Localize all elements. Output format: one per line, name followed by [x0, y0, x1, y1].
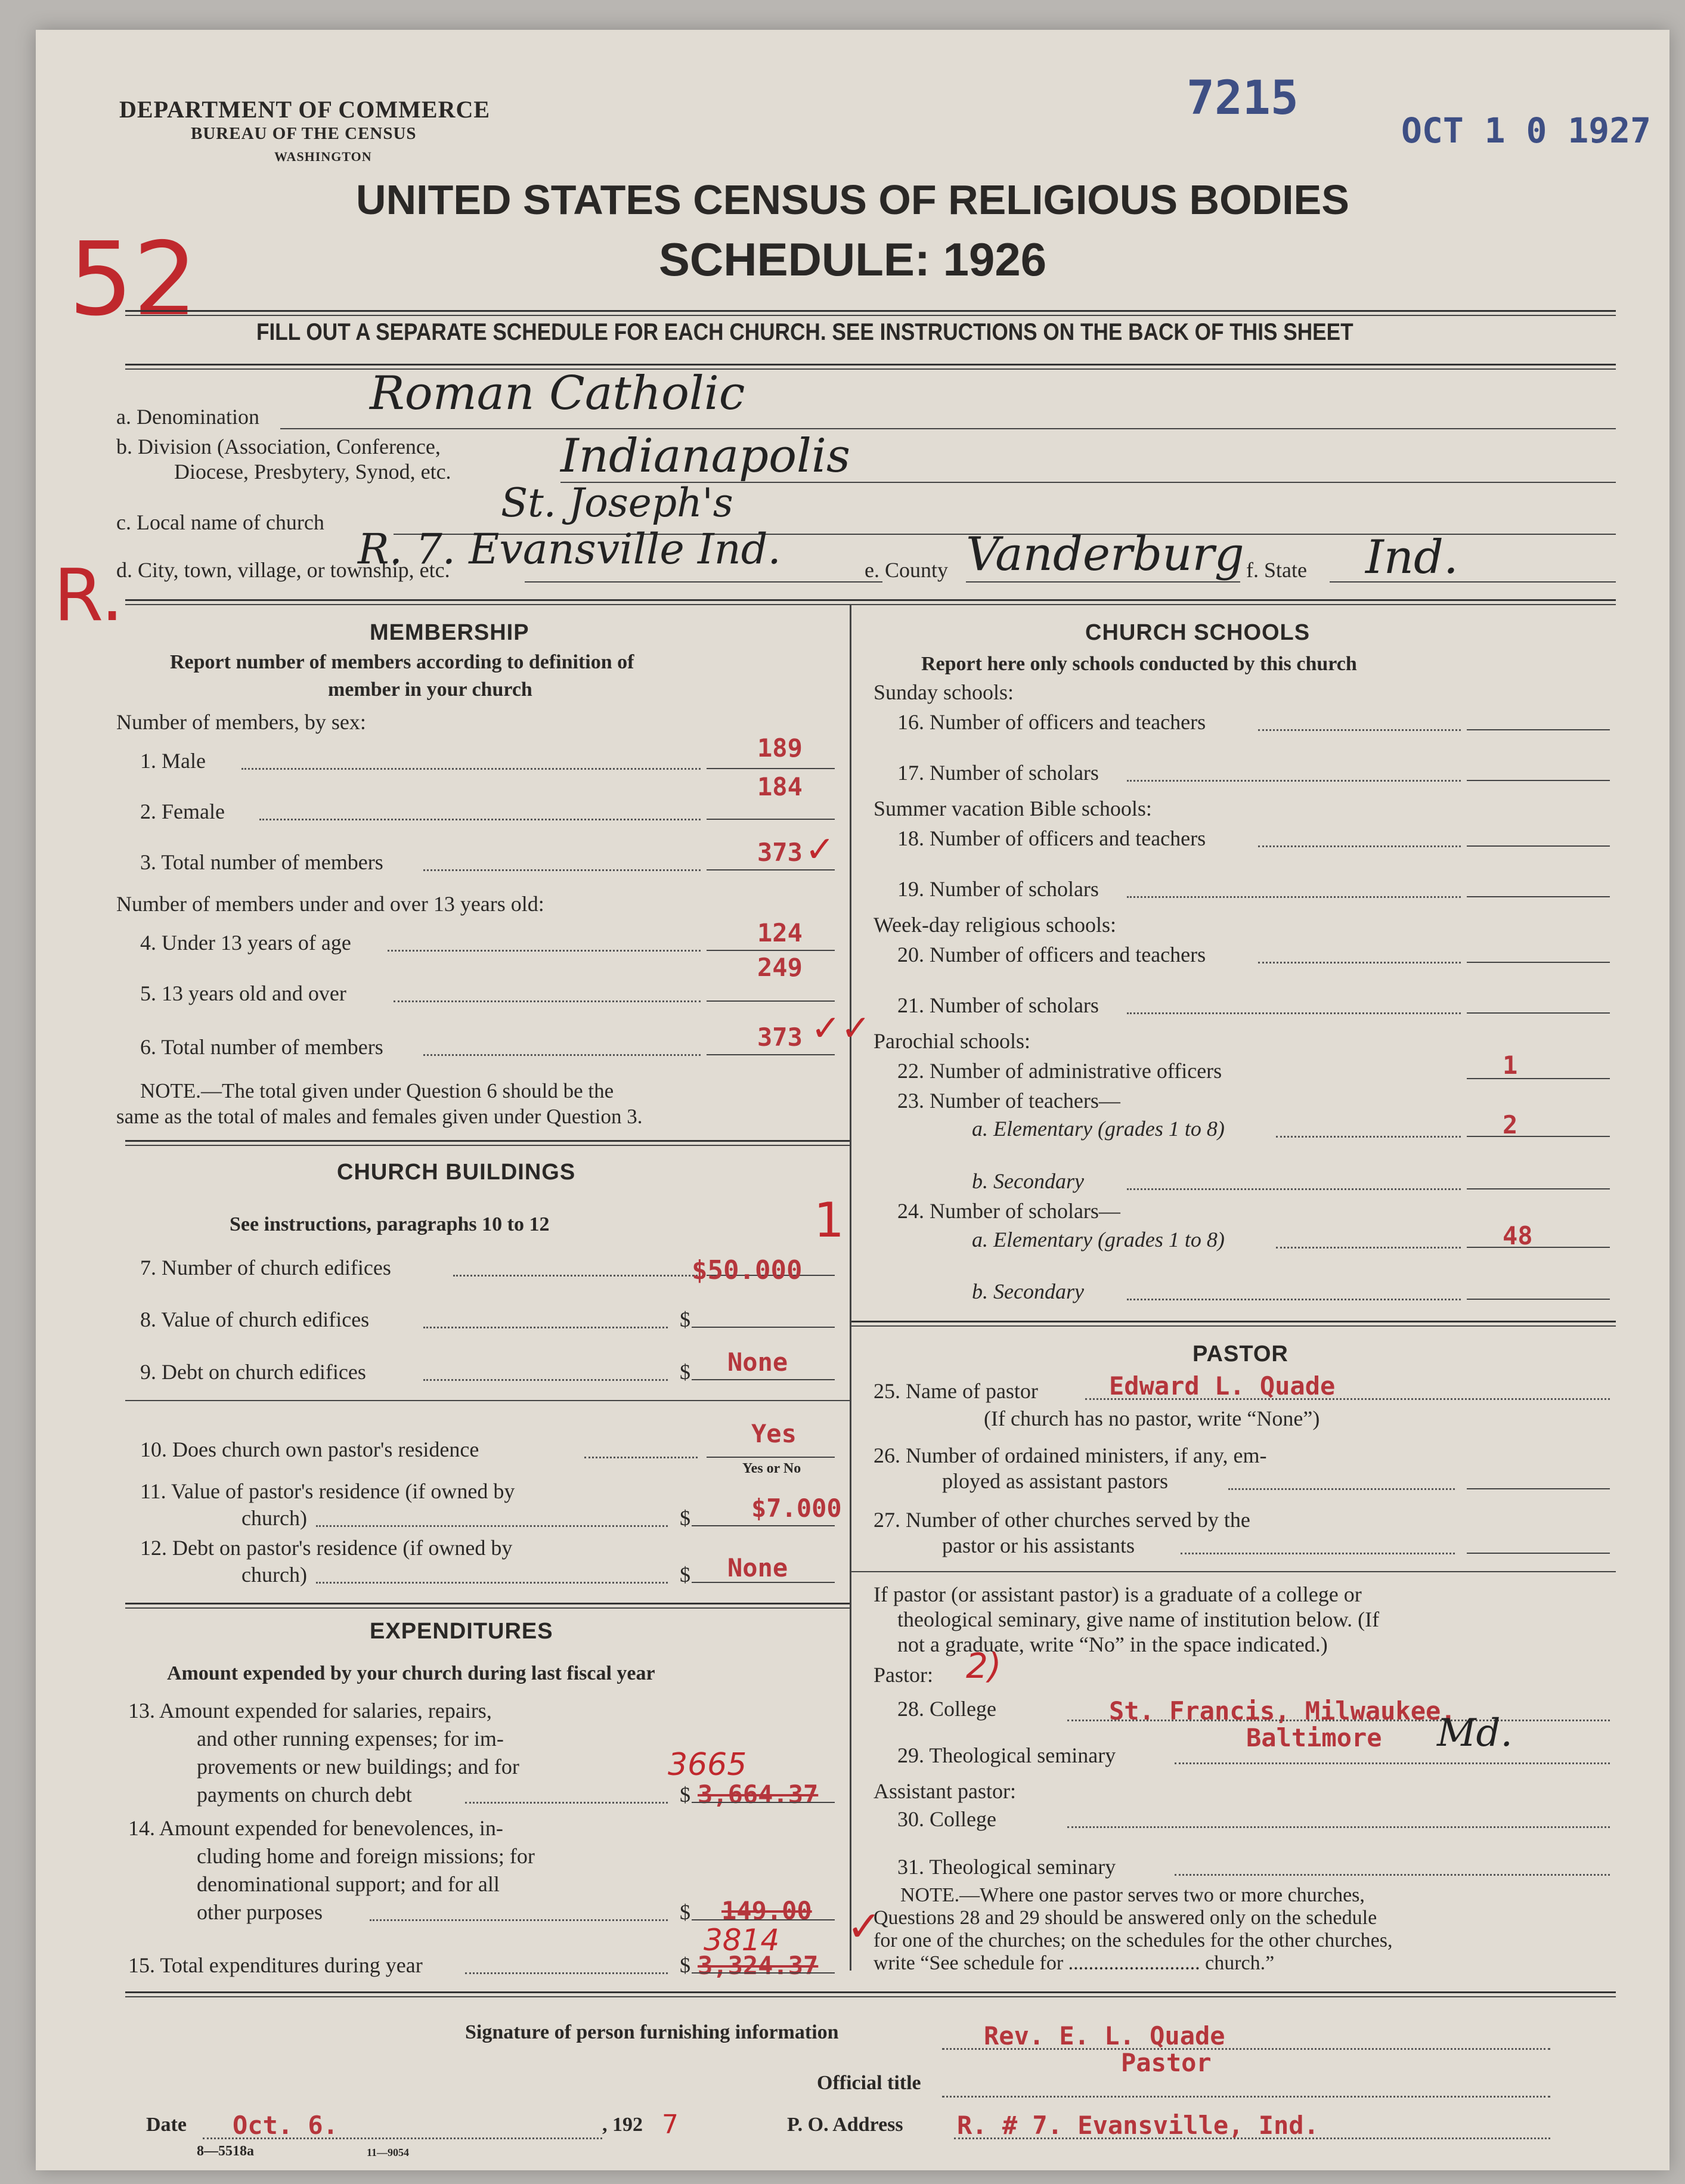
state-line: [1330, 581, 1616, 583]
q13-struck-value: 3,664.37: [698, 1780, 819, 1809]
local-name-label: c. Local name of church: [116, 510, 324, 534]
county-value[interactable]: Vanderburg: [966, 528, 1244, 581]
pastor-note-2: Questions 28 and 29 should be answered only on the schedule: [874, 1907, 1377, 1929]
q13-line-3: provements or new buildings; and for: [197, 1755, 519, 1779]
q13-dollar: $: [680, 1783, 690, 1807]
q14-line-2: cluding home and foreign missions; for: [197, 1844, 535, 1868]
q27-label-2: pastor or his assistants: [942, 1534, 1135, 1557]
id-rule: [125, 599, 1616, 601]
q3-label: 3. Total number of members: [140, 850, 383, 874]
yes-or-no-hint: Yes or No: [742, 1461, 801, 1476]
q11-label: 11. Value of pastor's residence (if owned by: [140, 1479, 515, 1503]
membership-subtitle-2: member in your church: [328, 679, 532, 701]
q17-label: 17. Number of scholars: [897, 761, 1099, 785]
q9-dollar: $: [680, 1360, 690, 1384]
department-name: DEPARTMENT OF COMMERCE: [119, 96, 491, 123]
q8-value[interactable]: $50.000: [692, 1255, 803, 1285]
q23a-value[interactable]: 2: [1503, 1110, 1518, 1139]
local-name-value[interactable]: St. Joseph's: [501, 480, 733, 526]
official-title-label: Official title: [817, 2072, 921, 2094]
graduate-instruction-3: not a graduate, write “No” in the space indicated.): [897, 1632, 1328, 1656]
header-rule: [125, 310, 1616, 312]
q8-dollar: $: [680, 1308, 690, 1331]
id-rule-2: [125, 604, 1616, 605]
city-label: d. City, town, village, or township, etc.: [116, 558, 450, 582]
census-schedule-sheet: [36, 30, 1669, 2170]
form-code: 8—5518a: [197, 2143, 254, 2159]
q29-label: 29. Theological seminary: [897, 1743, 1116, 1767]
membership-note-2: same as the total of males and females given under Question 3.: [116, 1105, 643, 1128]
po-address-value[interactable]: R. # 7. Evansville, Ind.: [957, 2111, 1319, 2140]
q4-label: 4. Under 13 years of age: [140, 931, 351, 955]
q14-line-1: 14. Amount expended for benevolences, in-: [128, 1816, 503, 1840]
q8-label: 8. Value of church edifices: [140, 1308, 370, 1331]
graduate-instruction-2: theological seminary, give name of institution below. (If: [897, 1607, 1380, 1631]
q26-label-2: ployed as assistant pastors: [942, 1469, 1168, 1493]
sunday-schools-label: Sunday schools:: [874, 680, 1014, 704]
q2-value[interactable]: 184: [757, 772, 803, 801]
q23-label: 23. Number of teachers—: [897, 1089, 1120, 1113]
date-value[interactable]: Oct. 6.: [233, 2111, 339, 2140]
members-by-age-label: Number of members under and over 13 years old:: [116, 892, 544, 916]
q13-line-1: 13. Amount expended for salaries, repairs,: [128, 1699, 492, 1723]
signature-value[interactable]: Rev. E. L. Quade: [984, 2021, 1225, 2050]
city-name: WASHINGTON: [274, 149, 372, 164]
membership-title: MEMBERSHIP: [370, 620, 529, 645]
header-rule-2: [125, 315, 1616, 316]
q18-label: 18. Number of officers and teachers: [897, 826, 1206, 850]
instruction-banner: FILL OUT A SEPARATE SCHEDULE FOR EACH CHURCH. SEE INSTRUCTIONS ON THE BACK OF THIS SHEET: [256, 319, 1353, 345]
q23b-label: b. Secondary: [972, 1169, 1084, 1193]
q23a-label: a. Elementary (grades 1 to 8): [972, 1117, 1225, 1141]
county-label: e. County: [865, 558, 948, 582]
q4-value[interactable]: 124: [757, 918, 803, 947]
date-year-prefix: , 192: [602, 2114, 643, 2136]
q5-value[interactable]: 249: [757, 953, 803, 982]
q21-label: 21. Number of scholars: [897, 993, 1099, 1017]
members-by-sex-label: Number of members, by sex:: [116, 710, 366, 734]
q22-value[interactable]: 1: [1503, 1051, 1518, 1080]
q24a-value[interactable]: 48: [1503, 1221, 1533, 1250]
state-value[interactable]: Ind.: [1365, 531, 1458, 584]
q7-value[interactable]: 1: [814, 1192, 844, 1248]
q3-value[interactable]: 373: [757, 838, 803, 867]
q15-struck-value: 3,324.37: [698, 1951, 819, 1980]
q28-label: 28. College: [897, 1697, 996, 1721]
q11-value[interactable]: $7.000: [751, 1494, 842, 1523]
q12-value[interactable]: None: [727, 1553, 788, 1582]
membership-note: NOTE.—The total given under Question 6 should be the: [140, 1079, 614, 1102]
expenditures-subtitle: Amount expended by your church during last fiscal year: [167, 1662, 655, 1684]
q10-label: 10. Does church own pastor's residence: [140, 1438, 479, 1461]
q29-hand-value[interactable]: Md.: [1437, 1711, 1513, 1755]
pastor-note-3: for one of the churches; on the schedules for the other churches,: [874, 1929, 1393, 1951]
q14-value[interactable]: 149.00: [721, 1896, 812, 1925]
pastor-note-4: write “See schedule for .......................... church.”: [874, 1952, 1275, 1974]
q9-label: 9. Debt on church edifices: [140, 1360, 366, 1384]
q13-line-2: and other running expenses; for im-: [197, 1727, 504, 1751]
q1-label: 1. Male: [140, 749, 206, 773]
column-divider: [850, 605, 851, 1971]
q11-dollar: $: [680, 1506, 690, 1530]
q12-label: 12. Debt on pastor's residence (if owned by: [140, 1536, 513, 1560]
bureau-name: BUREAU OF THE CENSUS: [191, 124, 417, 143]
q29-value[interactable]: Baltimore: [1246, 1723, 1382, 1752]
q30-label: 30. College: [897, 1807, 996, 1831]
q1-value[interactable]: 189: [757, 733, 803, 763]
q12-label-2: church): [241, 1563, 307, 1587]
q15-check-mark: ✓: [847, 1902, 882, 1951]
q12-dollar: $: [680, 1563, 690, 1587]
instruction-rule-2: [125, 368, 1616, 370]
form-title: UNITED STATES CENSUS OF RELIGIOUS BODIES: [356, 176, 1349, 223]
city-line: [525, 581, 882, 583]
assistant-pastor-label: Assistant pastor:: [874, 1779, 1016, 1803]
county-line: [966, 581, 1240, 583]
q14-line-3: denominational support; and for all: [197, 1872, 500, 1896]
division-value[interactable]: Indianapolis: [560, 429, 850, 483]
denomination-label: a. Denomination: [116, 405, 259, 429]
denomination-value[interactable]: Roman Catholic: [370, 367, 745, 420]
q5-label: 5. 13 years old and over: [140, 981, 346, 1005]
q25-note: (If church has no pastor, write “None”): [984, 1407, 1320, 1430]
q14-line-4: other purposes: [197, 1900, 323, 1924]
q6-value[interactable]: 373: [757, 1023, 803, 1052]
buildings-title: CHURCH BUILDINGS: [337, 1160, 576, 1185]
date-year-digit[interactable]: 7: [662, 2109, 679, 2140]
official-title-value[interactable]: Pastor: [1121, 2048, 1212, 2077]
pastor-title: PASTOR: [1192, 1342, 1288, 1367]
q7-label: 7. Number of church edifices: [140, 1256, 391, 1280]
q13-value[interactable]: 3665: [668, 1747, 747, 1783]
q9-value[interactable]: None: [727, 1347, 788, 1377]
q6-check-mark: ✓✓: [811, 1008, 871, 1049]
q15-label: 15. Total expenditures during year: [128, 1953, 423, 1977]
date-label: Date: [146, 2114, 187, 2136]
division-label-2: Diocese, Presbytery, Synod, etc.: [174, 460, 451, 484]
expenditures-title: EXPENDITURES: [370, 1619, 553, 1644]
buildings-subtitle: See instructions, paragraphs 10 to 12: [230, 1213, 550, 1235]
membership-subtitle: Report number of members according to definition of: [170, 651, 634, 673]
pastor-label: Pastor:: [874, 1663, 934, 1687]
q28-value[interactable]: St. Francis, Milwaukee.: [1109, 1696, 1456, 1725]
po-address-label: P. O. Address: [787, 2114, 903, 2136]
parochial-schools-label: Parochial schools:: [874, 1029, 1030, 1053]
q20-label: 20. Number of officers and teachers: [897, 943, 1206, 966]
denomination-line: [280, 428, 1616, 429]
q6-label: 6. Total number of members: [140, 1035, 383, 1059]
q26-label: 26. Number of ordained ministers, if any, em-: [874, 1443, 1267, 1467]
q13-line-4: payments on church debt: [197, 1783, 412, 1807]
city-value[interactable]: R. 7. Evansville Ind.: [358, 525, 781, 574]
q25-label: 25. Name of pastor: [874, 1379, 1038, 1403]
q27-label: 27. Number of other churches served by the: [874, 1508, 1250, 1532]
q3-check-mark: ✓: [805, 829, 835, 870]
print-code: 11—9054: [367, 2146, 410, 2158]
q16-label: 16. Number of officers and teachers: [897, 710, 1206, 734]
state-label: f. State: [1246, 558, 1307, 582]
q2-label: 2. Female: [140, 800, 225, 823]
q10-value[interactable]: Yes: [751, 1419, 797, 1448]
q14-dollar: $: [680, 1900, 690, 1924]
q24b-label: b. Secondary: [972, 1280, 1084, 1303]
received-date-stamp: OCT 1 0 1927: [1401, 110, 1652, 151]
pastor-mark: 2): [966, 1646, 1002, 1686]
graduate-instruction: If pastor (or assistant pastor) is a graduate of a college or: [874, 1582, 1362, 1606]
q11-label-2: church): [241, 1506, 307, 1530]
q22-label: 22. Number of administrative officers: [897, 1059, 1222, 1083]
division-label: b. Division (Association, Conference,: [116, 435, 441, 459]
schools-title: CHURCH SCHOOLS: [1085, 620, 1311, 645]
q24-label: 24. Number of scholars—: [897, 1199, 1120, 1223]
instruction-rule: [125, 364, 1616, 365]
q25-value[interactable]: Edward L. Quade: [1109, 1371, 1336, 1401]
signature-label: Signature of person furnishing information: [465, 2021, 839, 2043]
q19-label: 19. Number of scholars: [897, 877, 1099, 901]
weekday-schools-label: Week-day religious schools:: [874, 913, 1117, 937]
red-mark-top: 52: [69, 221, 198, 339]
q31-label: 31. Theological seminary: [897, 1855, 1116, 1879]
schedule-title: SCHEDULE: 1926: [658, 233, 1047, 286]
summer-schools-label: Summer vacation Bible schools:: [874, 797, 1152, 820]
schools-subtitle: Report here only schools conducted by this church: [921, 653, 1357, 675]
red-mark-left: R.: [54, 554, 124, 637]
q15-value[interactable]: 3814: [704, 1923, 780, 1957]
form-number-stamp: 7215: [1187, 72, 1299, 125]
q15-dollar: $: [680, 1953, 690, 1977]
pastor-note-1: NOTE.—Where one pastor serves two or more churches,: [900, 1884, 1365, 1906]
q24a-label: a. Elementary (grades 1 to 8): [972, 1228, 1225, 1251]
